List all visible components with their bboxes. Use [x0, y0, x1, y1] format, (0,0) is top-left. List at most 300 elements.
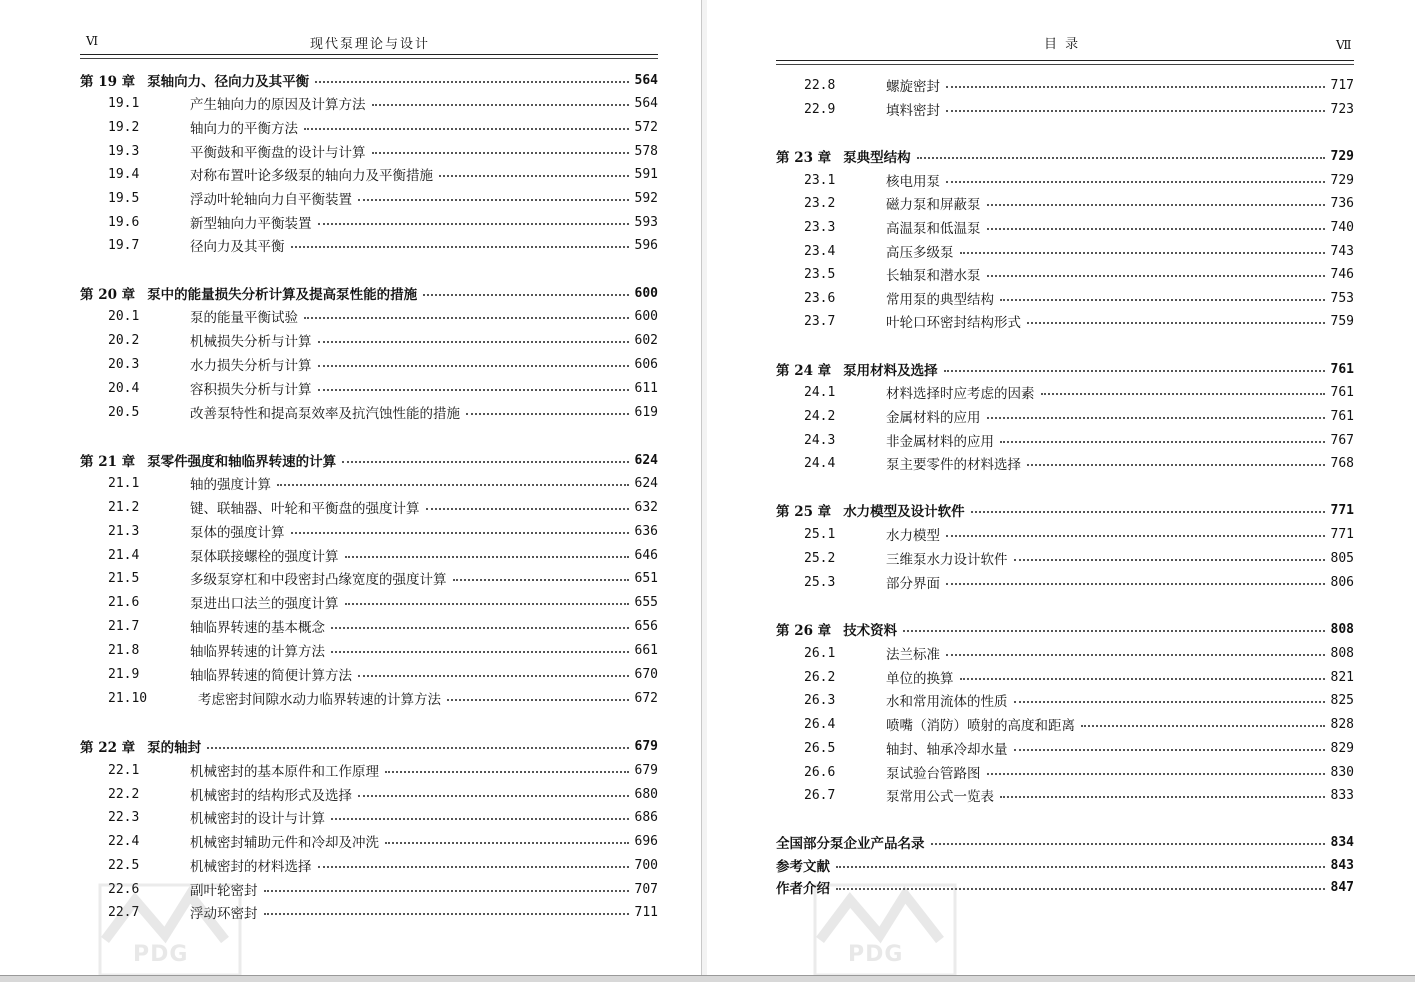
- toc-leader-dots: [318, 365, 629, 367]
- running-head-title-left: 现代泵理论与设计: [310, 37, 431, 52]
- toc-entry-number: 22.5: [108, 857, 140, 873]
- toc-entry-page: 670: [634, 666, 658, 682]
- toc-entry-title: 高温泵和低温泵: [886, 221, 981, 237]
- toc-entry-page: 771: [1330, 526, 1354, 542]
- toc-leader-dots: [1014, 701, 1325, 703]
- toc-entry-page: 828: [1330, 716, 1354, 732]
- toc-entry-page: 711: [634, 904, 658, 920]
- toc-leader-dots: [946, 535, 1325, 537]
- toc-entry-title: 机械密封的基本原件和工作原理: [190, 764, 379, 780]
- toc-entry-page: 661: [634, 642, 658, 658]
- toc-entry-title: 水力模型: [886, 528, 940, 544]
- toc-section-entry: [776, 548, 1354, 568]
- toc-section-entry: [80, 784, 658, 804]
- toc-entry-number: 19.2: [108, 119, 140, 135]
- toc-entry-page: 651: [634, 570, 658, 586]
- toc-section-entry: [776, 762, 1354, 782]
- toc-entry-number: 22.2: [108, 786, 140, 802]
- toc-entry-title: 水力损失分析与计算: [190, 358, 312, 374]
- toc-entry-number: 第 19 章: [80, 74, 136, 90]
- toc-entry-title: 轴临界转速的简便计算方法: [190, 668, 352, 684]
- toc-entry-number: 22.4: [108, 833, 140, 849]
- toc-entry-title: 全国部分泵企业产品名录: [776, 836, 925, 852]
- toc-entry-title: 叶轮口环密封结构形式: [886, 315, 1021, 331]
- toc-leader-dots: [291, 532, 629, 534]
- toc-leader-dots: [358, 199, 629, 201]
- toc-entry-number: 23.6: [804, 290, 836, 306]
- toc-leader-dots: [331, 651, 629, 653]
- toc-entry-number: 第 24 章: [776, 363, 832, 379]
- toc-entry-number: 22.1: [108, 762, 140, 778]
- toc-entry-title: 泵主要零件的材料选择: [886, 457, 1021, 473]
- toc-section-entry: [80, 688, 658, 708]
- toc-leader-dots: [1000, 796, 1325, 798]
- toc-section-entry: [80, 855, 658, 875]
- toc-section-entry: [776, 667, 1354, 687]
- toc-entry-number: 21.8: [108, 642, 140, 658]
- toc-section-entry: [776, 288, 1354, 308]
- toc-entry-number: 21.3: [108, 523, 140, 539]
- toc-section-entry: [776, 785, 1354, 805]
- toc-section-entry: [776, 430, 1354, 450]
- toc-entry-title: 部分界面: [886, 576, 940, 592]
- toc-leader-dots: [385, 771, 629, 773]
- toc-leader-dots: [987, 204, 1325, 206]
- toc-entry-page: 729: [1330, 172, 1354, 188]
- toc-chapter-entry: [776, 832, 1354, 852]
- toc-leader-dots: [1014, 749, 1325, 751]
- toc-leader-dots: [931, 843, 1325, 845]
- toc-entry-title: 泵试验台管路图: [886, 766, 981, 782]
- toc-leader-dots: [331, 818, 629, 820]
- toc-chapter-entry: [80, 736, 658, 756]
- toc-entry-page: 746: [1330, 266, 1354, 282]
- toc-entry-title: 多级泵穿杠和中段密封凸缘宽度的强度计算: [190, 572, 447, 588]
- toc-section-entry: [776, 217, 1354, 237]
- toc-section-entry: [776, 524, 1354, 544]
- toc-leader-dots: [946, 181, 1325, 183]
- toc-section-entry: [80, 378, 658, 398]
- toc-entry-page: 646: [634, 547, 658, 563]
- toc-entry-number: 26.2: [804, 669, 836, 685]
- toc-entry-title: 机械密封的结构形式及选择: [190, 788, 352, 804]
- toc-entry-number: 26.4: [804, 716, 836, 732]
- toc-entry-number: 24.4: [804, 455, 836, 471]
- toc-entry-page: 624: [634, 475, 658, 491]
- toc-entry-title: 作者介绍: [776, 881, 830, 897]
- toc-entry-page: 602: [634, 332, 658, 348]
- toc-leader-dots: [1000, 299, 1325, 301]
- toc-entry-page: 686: [634, 809, 658, 825]
- toc-entry-title: 轴临界转速的计算方法: [190, 644, 325, 660]
- running-head-title-right: 目 录: [1044, 37, 1081, 52]
- toc-entry-number: 20.2: [108, 332, 140, 348]
- toc-leader-dots: [1000, 441, 1325, 443]
- toc-entry-page: 593: [634, 214, 658, 230]
- toc-entry-title: 泵轴向力、径向力及其平衡: [147, 74, 310, 90]
- toc-entry-number: 26.7: [804, 787, 836, 803]
- toc-entry-page: 592: [634, 190, 658, 206]
- toc-chapter-entry: [776, 359, 1354, 379]
- toc-entry-page: 679: [634, 762, 658, 778]
- toc-entry-page: 768: [1330, 455, 1354, 471]
- toc-entry-number: 19.1: [108, 95, 140, 111]
- toc-section-entry: [776, 406, 1354, 426]
- toc-entry-number: 19.5: [108, 190, 140, 206]
- watermark-text-left: PDG: [133, 942, 189, 967]
- toc-entry-title: 参考文献: [776, 859, 830, 875]
- toc-entry-title: 泵零件强度和轴临界转速的计算: [147, 454, 337, 470]
- toc-entry-number: 第 21 章: [80, 454, 136, 470]
- toc-entry-number: 23.5: [804, 266, 836, 282]
- toc-leader-dots: [318, 389, 629, 391]
- watermark-stamp-left: [95, 880, 245, 980]
- toc-section-entry: [776, 453, 1354, 473]
- toc-leader-dots: [453, 579, 629, 581]
- toc-entry-number: 26.1: [804, 645, 836, 661]
- toc-entry-title: 材料选择时应考虑的因素: [886, 386, 1035, 402]
- toc-entry-number: 25.1: [804, 526, 836, 542]
- toc-entry-title: 机械密封的材料选择: [190, 859, 312, 875]
- toc-entry-page: 761: [1330, 384, 1354, 400]
- toc-entry-page: 753: [1330, 290, 1354, 306]
- toc-entry-number: 24.2: [804, 408, 836, 424]
- toc-entry-page: 564: [634, 95, 658, 111]
- toc-leader-dots: [946, 654, 1325, 656]
- toc-section-entry: [80, 354, 658, 374]
- toc-leader-dots: [836, 866, 1325, 868]
- toc-entry-page: 679: [634, 738, 658, 754]
- toc-leader-dots: [342, 461, 628, 463]
- toc-entry-page: 591: [634, 166, 658, 182]
- toc-entry-page: 656: [634, 618, 658, 634]
- toc-entry-number: 23.2: [804, 195, 836, 211]
- toc-section-entry: [80, 93, 658, 113]
- toc-entry-title: 泵的能量平衡试验: [190, 310, 298, 326]
- toc-entry-number: 24.1: [804, 384, 836, 400]
- toc-leader-dots: [358, 795, 629, 797]
- toc-entry-number: 21.9: [108, 666, 140, 682]
- toc-leader-dots: [1041, 393, 1325, 395]
- toc-leader-dots: [944, 370, 1325, 372]
- toc-section-entry: [80, 188, 658, 208]
- toc-entry-title: 浮动环密封: [190, 906, 258, 922]
- toc-entry-title: 水和常用流体的性质: [886, 694, 1008, 710]
- toc-entry-number: 22.6: [108, 881, 140, 897]
- toc-chapter-entry: [776, 500, 1354, 520]
- watermark-stamp-right: [810, 880, 960, 980]
- toc-entry-title: 非金属材料的应用: [886, 434, 994, 450]
- toc-section-entry: [80, 212, 658, 232]
- toc-entry-title: 泵常用公式一览表: [886, 789, 994, 805]
- toc-entry-number: 19.4: [108, 166, 140, 182]
- toc-leader-dots: [207, 747, 628, 749]
- toc-entry-number: 19.7: [108, 237, 140, 253]
- toc-entry-title: 新型轴向力平衡装置: [190, 216, 312, 232]
- toc-leader-dots: [423, 294, 628, 296]
- toc-section-entry: [80, 568, 658, 588]
- toc-leader-dots: [439, 175, 629, 177]
- toc-entry-number: 22.8: [804, 77, 836, 93]
- toc-entry-number: 20.4: [108, 380, 140, 396]
- toc-section-entry: [80, 141, 658, 161]
- toc-leader-dots: [304, 128, 629, 130]
- toc-leader-dots: [318, 341, 629, 343]
- toc-section-entry: [80, 117, 658, 137]
- toc-leader-dots: [987, 773, 1325, 775]
- toc-entry-number: 21.7: [108, 618, 140, 634]
- toc-entry-title: 径向力及其平衡: [190, 239, 285, 255]
- toc-entry-page: 600: [634, 308, 658, 324]
- toc-entry-page: 829: [1330, 740, 1354, 756]
- toc-entry-number: 第 22 章: [80, 740, 136, 756]
- toc-entry-page: 564: [634, 72, 658, 88]
- toc-entry-title: 泵中的能量损失分析计算及提高泵性能的措施: [147, 287, 418, 303]
- toc-entry-number: 23.3: [804, 219, 836, 235]
- watermark-text-right: PDG: [848, 942, 904, 967]
- toc-entry-page: 600: [634, 285, 658, 301]
- toc-entry-number: 22.7: [108, 904, 140, 920]
- toc-section-entry: [776, 193, 1354, 213]
- toc-entry-page: 717: [1330, 77, 1354, 93]
- toc-entry-page: 761: [1330, 361, 1354, 377]
- toc-entry-title: 泵体联接螺栓的强度计算: [190, 549, 339, 565]
- toc-entry-page: 740: [1330, 219, 1354, 235]
- toc-section-entry: [776, 99, 1354, 119]
- toc-entry-number: 19.6: [108, 214, 140, 230]
- toc-entry-number: 20.5: [108, 404, 140, 420]
- toc-entry-number: 第 23 章: [776, 150, 832, 166]
- toc-leader-dots: [1027, 322, 1325, 324]
- toc-entry-number: 21.6: [108, 594, 140, 610]
- toc-section-entry: [80, 521, 658, 541]
- toc-entry-title: 轴向力的平衡方法: [190, 121, 298, 137]
- toc-entry-page: 767: [1330, 432, 1354, 448]
- toc-section-entry: [776, 714, 1354, 734]
- toc-section-entry: [80, 402, 658, 422]
- toc-leader-dots: [426, 508, 629, 510]
- toc-entry-title: 副叶轮密封: [190, 883, 258, 899]
- toc-leader-dots: [345, 556, 629, 558]
- toc-entry-title: 机械密封的设计与计算: [190, 811, 325, 827]
- toc-entry-title: 长轴泵和潜水泵: [886, 268, 981, 284]
- toc-entry-page: 632: [634, 499, 658, 515]
- left-page: [0, 0, 700, 975]
- toc-leader-dots: [946, 110, 1325, 112]
- toc-entry-number: 21.5: [108, 570, 140, 586]
- toc-entry-page: 655: [634, 594, 658, 610]
- toc-entry-number: 23.4: [804, 243, 836, 259]
- toc-section-entry: [80, 473, 658, 493]
- toc-entry-page: 830: [1330, 764, 1354, 780]
- toc-section-entry: [80, 235, 658, 255]
- toc-entry-title: 产生轴向力的原因及计算方法: [190, 97, 366, 113]
- toc-chapter-entry: [80, 283, 658, 303]
- page-number-right: Ⅶ: [1336, 38, 1353, 52]
- toc-leader-dots: [315, 81, 628, 83]
- toc-entry-number: 23.1: [804, 172, 836, 188]
- toc-leader-dots: [1027, 464, 1325, 466]
- toc-entry-title: 轴临界转速的基本概念: [190, 620, 325, 636]
- toc-section-entry: [80, 664, 658, 684]
- toc-entry-number: 24.3: [804, 432, 836, 448]
- toc-entry-page: 806: [1330, 574, 1354, 590]
- toc-entry-number: 22.9: [804, 101, 836, 117]
- toc-entry-page: 619: [634, 404, 658, 420]
- toc-leader-dots: [447, 699, 629, 701]
- toc-leader-dots: [946, 583, 1325, 585]
- toc-leader-dots: [277, 484, 629, 486]
- toc-entry-title: 键、联轴器、叶轮和平衡盘的强度计算: [190, 501, 420, 517]
- toc-entry-page: 578: [634, 143, 658, 159]
- toc-entry-title: 磁力泵和屏蔽泵: [886, 197, 981, 213]
- toc-entry-number: 25.2: [804, 550, 836, 566]
- toc-section-entry: [80, 164, 658, 184]
- toc-chapter-entry: [776, 855, 1354, 875]
- toc-chapter-entry: [80, 70, 658, 90]
- toc-entry-title: 泵进出口法兰的强度计算: [190, 596, 339, 612]
- toc-entry-page: 743: [1330, 243, 1354, 259]
- toc-leader-dots: [1014, 559, 1325, 561]
- toc-entry-number: 20.1: [108, 308, 140, 324]
- toc-entry-page: 808: [1330, 621, 1354, 637]
- toc-entry-title: 水力模型及设计软件: [843, 504, 965, 520]
- toc-entry-number: 21.1: [108, 475, 140, 491]
- toc-section-entry: [80, 497, 658, 517]
- toc-entry-number: 第 20 章: [80, 287, 136, 303]
- toc-entry-title: 泵的轴封: [147, 740, 202, 756]
- toc-entry-title: 轴封、轴承冷却水量: [886, 742, 1008, 758]
- toc-entry-page: 761: [1330, 408, 1354, 424]
- toc-section-entry: [776, 241, 1354, 261]
- right-page: [706, 0, 1415, 975]
- toc-entry-number: 26.3: [804, 692, 836, 708]
- toc-section-entry: [80, 760, 658, 780]
- toc-section-entry: [80, 807, 658, 827]
- toc-entry-page: 771: [1330, 502, 1354, 518]
- toc-entry-page: 606: [634, 356, 658, 372]
- toc-entry-number: 23.7: [804, 313, 836, 329]
- toc-section-entry: [776, 170, 1354, 190]
- toc-entry-title: 泵用材料及选择: [843, 363, 938, 379]
- toc-entry-number: 第 26 章: [776, 623, 832, 639]
- toc-entry-title: 浮动叶轮轴向力自平衡装置: [190, 192, 352, 208]
- page-number-left: Ⅵ: [86, 34, 100, 48]
- toc-entry-title: 容积损失分析与计算: [190, 382, 312, 398]
- toc-entry-title: 考虑密封间隙水动力临界转速的计算方法: [198, 692, 441, 708]
- toc-section-entry: [776, 643, 1354, 663]
- toc-entry-title: 泵典型结构: [843, 150, 911, 166]
- toc-entry-title: 高压多级泵: [886, 245, 954, 261]
- toc-entry-title: 单位的换算: [886, 671, 954, 687]
- toc-entry-number: 19.3: [108, 143, 140, 159]
- toc-section-entry: [80, 306, 658, 326]
- toc-entry-title: 对称布置叶论多级泵的轴向力及平衡措施: [190, 168, 433, 184]
- toc-entry-number: 26.5: [804, 740, 836, 756]
- toc-leader-dots: [358, 675, 629, 677]
- toc-leader-dots: [987, 417, 1325, 419]
- toc-leader-dots: [372, 152, 629, 154]
- toc-entry-page: 636: [634, 523, 658, 539]
- toc-section-entry: [80, 592, 658, 612]
- toc-entry-page: 825: [1330, 692, 1354, 708]
- toc-entry-page: 700: [634, 857, 658, 873]
- toc-leader-dots: [264, 890, 629, 892]
- toc-entry-page: 808: [1330, 645, 1354, 661]
- toc-entry-page: 596: [634, 237, 658, 253]
- toc-entry-page: 707: [634, 881, 658, 897]
- toc-entry-number: 26.6: [804, 764, 836, 780]
- toc-section-entry: [80, 616, 658, 636]
- toc-entry-title: 机械损失分析与计算: [190, 334, 312, 350]
- toc-leader-dots: [946, 86, 1325, 88]
- toc-entry-page: 833: [1330, 787, 1354, 803]
- toc-entry-title: 喷嘴（消防）喷射的高度和距离: [886, 718, 1075, 734]
- toc-entry-page: 680: [634, 786, 658, 802]
- toc-entry-title: 改善泵特性和提高泵效率及抗汽蚀性能的措施: [190, 406, 460, 422]
- toc-entry-title: 技术资料: [843, 623, 898, 639]
- toc-section-entry: [80, 330, 658, 350]
- toc-entry-page: 821: [1330, 669, 1354, 685]
- toc-section-entry: [776, 264, 1354, 284]
- toc-entry-number: 21.4: [108, 547, 140, 563]
- toc-leader-dots: [971, 511, 1325, 513]
- toc-section-entry: [776, 572, 1354, 592]
- toc-entry-page: 834: [1330, 834, 1354, 850]
- toc-entry-page: 805: [1330, 550, 1354, 566]
- toc-leader-dots: [291, 246, 629, 248]
- toc-entry-title: 核电用泵: [886, 174, 940, 190]
- toc-entry-title: 常用泵的典型结构: [886, 292, 994, 308]
- toc-leader-dots: [1081, 725, 1325, 727]
- toc-entry-number: 21.10: [108, 690, 148, 706]
- toc-leader-dots: [304, 317, 629, 319]
- toc-right: [776, 0, 1354, 975]
- toc-entry-page: 729: [1330, 148, 1354, 164]
- toc-entry-title: 填料密封: [886, 103, 940, 119]
- toc-entry-page: 672: [634, 690, 658, 706]
- toc-section-entry: [80, 831, 658, 851]
- toc-leader-dots: [987, 275, 1325, 277]
- toc-entry-page: 611: [634, 380, 658, 396]
- toc-chapter-entry: [776, 146, 1354, 166]
- toc-leader-dots: [987, 228, 1325, 230]
- toc-entry-title: 平衡鼓和平衡盘的设计与计算: [190, 145, 366, 161]
- toc-leader-dots: [960, 252, 1325, 254]
- toc-entry-number: 20.3: [108, 356, 140, 372]
- toc-entry-title: 法兰标准: [886, 647, 940, 663]
- toc-leader-dots: [331, 627, 629, 629]
- toc-section-entry: [776, 311, 1354, 331]
- toc-leader-dots: [960, 678, 1325, 680]
- toc-entry-number: 第 25 章: [776, 504, 832, 520]
- toc-entry-page: 736: [1330, 195, 1354, 211]
- toc-entry-title: 三维泵水力设计软件: [886, 552, 1008, 568]
- toc-section-entry: [776, 75, 1354, 95]
- toc-entry-number: 25.3: [804, 574, 836, 590]
- toc-entry-page: 572: [634, 119, 658, 135]
- toc-entry-number: 22.3: [108, 809, 140, 825]
- toc-entry-number: 21.2: [108, 499, 140, 515]
- toc-leader-dots: [385, 842, 629, 844]
- toc-entry-page: 723: [1330, 101, 1354, 117]
- toc-entry-page: 624: [634, 452, 658, 468]
- toc-section-entry: [776, 382, 1354, 402]
- toc-leader-dots: [466, 413, 629, 415]
- toc-chapter-entry: [776, 619, 1354, 639]
- toc-entry-page: 843: [1330, 857, 1354, 873]
- toc-entry-page: 759: [1330, 313, 1354, 329]
